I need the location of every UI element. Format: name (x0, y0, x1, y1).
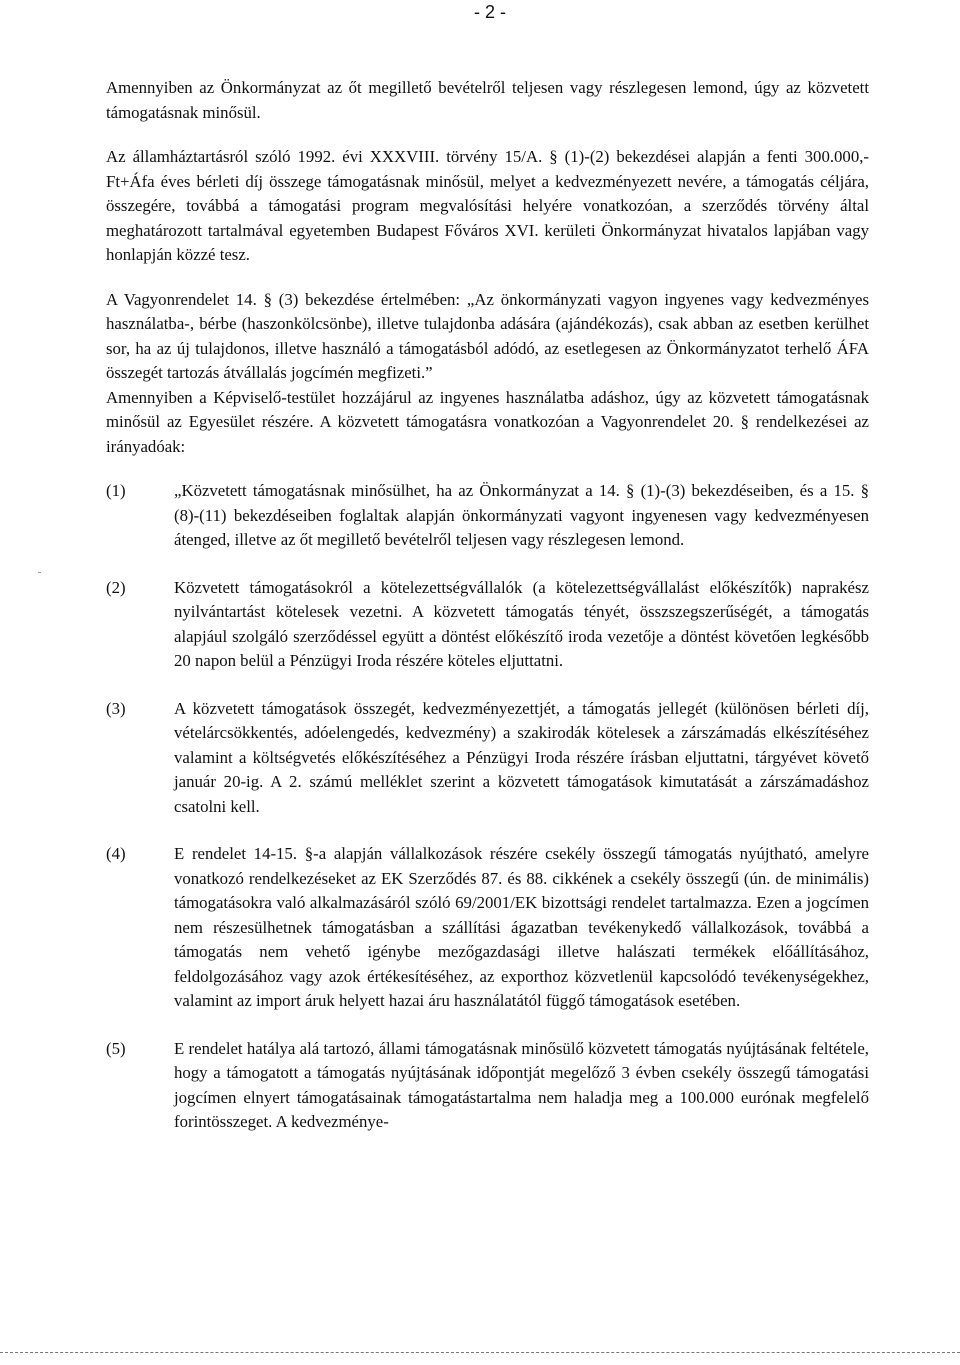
item-number: (3) (106, 698, 126, 718)
item-number: (5) (106, 1038, 126, 1058)
paragraph-intro: Amennyiben az Önkormányzat az őt megillető bevételről teljesen vagy részlegesen lemond, úgy az közvetett támogatásnak minősül. (106, 78, 869, 122)
page-number: - 2 - (473, 2, 506, 22)
paragraph-vagyonrendelet-quote: A Vagyonrendelet 14. § (3) bekezdése értelmében: „Az önkormányzati vagyon ingyenes vagy kedvezményes használatba-, bérbe (haszonkölcsönbe), illetve tulajdonba adására (ajándékozás), csak abban az esetben kerülhet sor, ha az új tulajdonos, illetve használó a támogatásból adódó, az esetlegesen az Önkormányzatot terhelő ÁFA összegét tartozás átvállalás jogcímén megfizeti.” (106, 289, 869, 382)
scan-edge-line (0, 1352, 960, 1353)
item-text: E rendelet hatálya alá tartozó, állami támogatásnak minősülő közvetett támogatás nyújtásának feltétele, hogy a támogatott a támogatás nyújtásának időpontját megelőző 3 évben csekély összegű támogatási jogcímen elnyert támogatásainak támogatástartalma nem haladja meg a 100.000 eurónak megfelelő forintösszeget. A kedvezménye- (174, 1038, 869, 1131)
item-number: (2) (106, 577, 126, 597)
numbered-item (106, 479, 869, 553)
document-body (106, 76, 869, 1158)
item-number: (1) (106, 481, 126, 500)
item-text: „Közvetett támogatásnak minősülhet, ha az Önkormányzat a 14. § (1)-(3) bekezdéseiben, és a 15. § (8)-(11) bekezdéseiben foglaltak alapján önkormányzati vagyont ingyenesen vagy kedvezményesen átenged, illetve az őt megillető bevételről teljesen vagy részlegesen lemond. (174, 481, 869, 549)
paragraph-indirect-support: Amennyiben a Képviselő-testület hozzájárul az ingyenes használatba adáshoz, úgy az közvetett támogatásnak minősül az Egyesület részére. A közvetett támogatásra vonatkozóan a Vagyonrendelet 20. § rendelkezései az irányadóak: (106, 387, 869, 456)
paragraph-legal-basis: Az államháztartásról szóló 1992. évi XXXVIII. törvény 15/A. § (1)-(2) bekezdései alapján a fenti 300.000,- Ft+Áfa éves bérleti díj összege támogatásnak minősül, melyet a kedvezményezett nevére, a támogatás céljára, összegére, továbbá a támogatási program megvalósítási helyére vonatkozóan, a szerződés törvény által meghatározott tartalmával egyetemben Budapest Főváros XVI. kerületi Önkormányzat hivatalos lapjában vagy honlapján közzé tesz. (106, 147, 869, 264)
item-text: E rendelet 14-15. §-a alapján vállalkozások részére csekély összegű támogatás nyújtható, amelyre vonatkozó rendelkezéseket az EK Szerződés 87. és 88. cikkének a csekély összegű (ún. de minimális) támogatásokra való alkalmazásáról szóló 69/2001/EK bizottsági rendelet tartalmazza. Ezen a jogcímen nem részesülhetnek támogatásban a szállítási ágazatban tevékenykedő vállalkozások, továbbá a támogatás nem vehető igénybe mezőgazdasági illetve halászati termékek előállításához, feldolgozásához vagy azok értékesítéséhez, az exporthoz közvetlenül kapcsolódó tevékenységekhez, valamint az import áruk helyett hazai áru használatától függő támogatások esetében. (174, 844, 869, 1010)
item-number: (4) (106, 844, 126, 863)
numbered-item (106, 576, 869, 674)
numbered-item (106, 1037, 869, 1135)
item-text: A közvetett támogatások összegét, kedvezményezettjét, a támogatás jellegét (különösen bérleti díj, vételárcsökkentés, adóelengedés, kedvezmény) a szakirodák kötelesek a zárszámadás elkészítéséhez valamint a költségvetés előkészítéséhez a Pénzügyi Iroda részére írásban eljuttatni, tárgyévet követő január 20-ig. A 2. számú melléklet szerint a közvetett támogatások kimutatását a zárszámadáshoz csatolni kell. (174, 698, 869, 816)
scan-artifact (38, 572, 41, 573)
numbered-item (106, 842, 869, 1014)
numbered-item (106, 697, 869, 820)
item-text: Közvetett támogatásokról a kötelezettségvállalók (a kötelezettségvállalást előkészítők) naprakész nyilvántartást kötelesek vezetni. A közvetett támogatás tényét, összszegszerűségét, a támogatás alapjául szolgáló szerződéssel együtt a döntést előkészítő iroda vezetője a döntést követően legkésőbb 20 napon belül a Pénzügyi Iroda részére köteles eljuttatni. (174, 577, 869, 670)
